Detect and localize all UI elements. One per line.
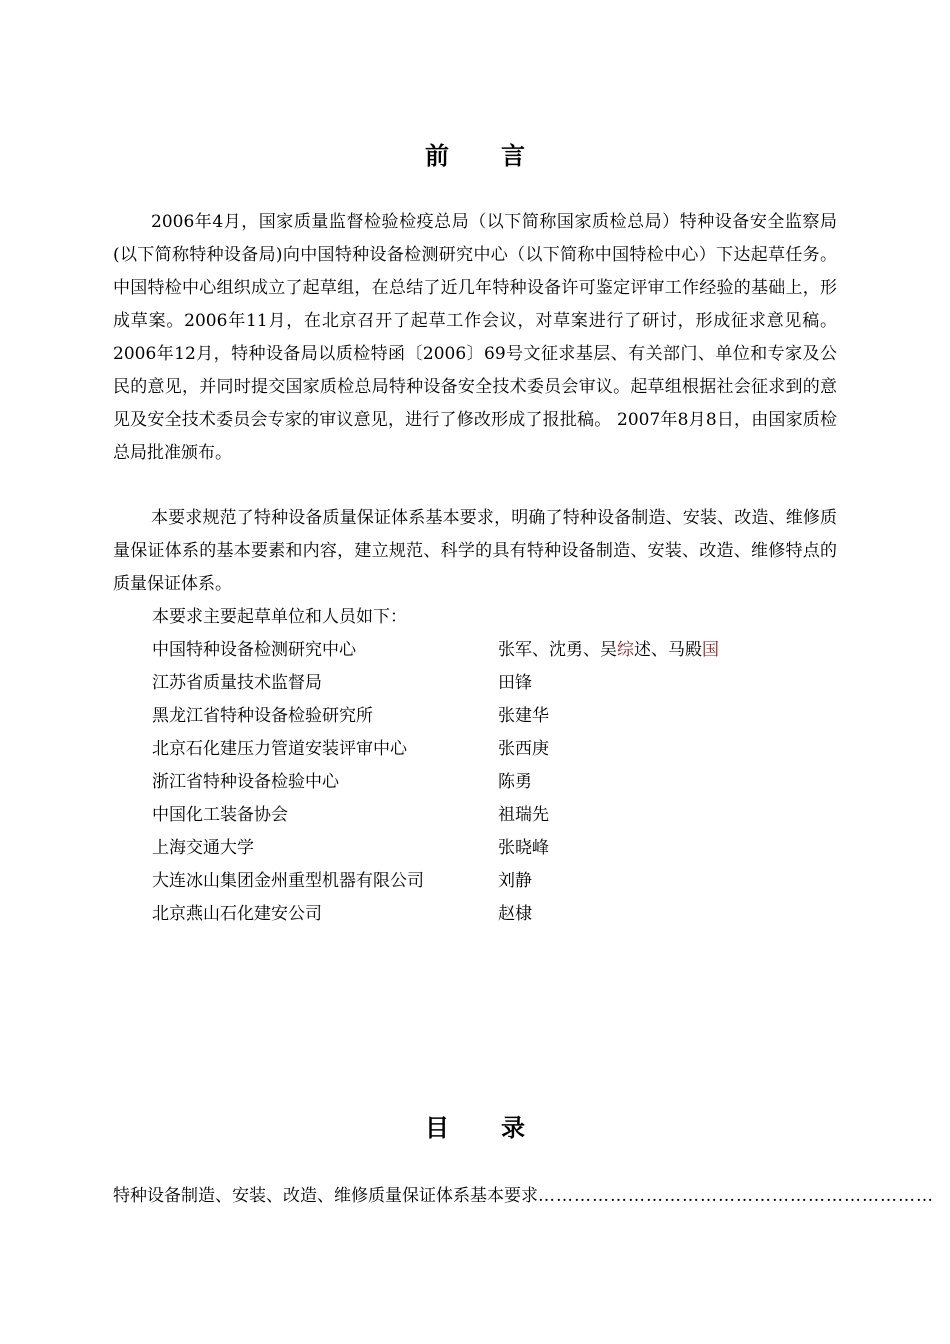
drafter-names: 刘静 — [498, 871, 532, 891]
drafter-row — [152, 865, 792, 898]
drafter-org: 上海交通大学 — [152, 838, 254, 858]
drafter-row — [152, 799, 792, 832]
drafter-org: 浙江省特种设备检验中心 — [152, 772, 339, 792]
toc-entry[interactable] — [113, 1180, 934, 1213]
drafter-org: 北京石化建压力管道安装评审中心 — [152, 739, 407, 759]
preface-paragraph-2: 本要求规范了特种设备质量保证体系基本要求，明确了特种设备制造、安装、改造、维修质量保证体系的基本要素和内容，建立规范、科学的具有特种设备制造、安装、改造、维修特点的质量保证体系。 — [113, 508, 837, 594]
toc-entry-label: 特种设备制造、安装、改造、维修质量保证体系基本要求 — [113, 1186, 538, 1206]
drafter-names: 张军、沈勇、吴综述、马殿国 — [498, 640, 719, 660]
drafter-names: 张晓峰 — [498, 838, 549, 858]
drafter-names: 陈勇 — [498, 772, 532, 792]
drafter-names: 赵棣 — [498, 904, 532, 924]
preface-title: 前言 — [425, 142, 577, 170]
drafter-names: 张西庚 — [498, 739, 549, 759]
drafter-org: 江苏省质量技术监督局 — [152, 673, 322, 693]
drafter-org: 大连冰山集团金州重型机器有限公司 — [152, 871, 424, 891]
drafter-names: 祖瑞先 — [498, 805, 549, 825]
drafters-list — [152, 634, 792, 931]
drafter-row — [152, 733, 792, 766]
drafter-org: 北京燕山石化建安公司 — [152, 904, 322, 924]
drafter-row — [152, 700, 792, 733]
drafter-org: 中国化工装备协会 — [152, 805, 288, 825]
drafter-row — [152, 766, 792, 799]
drafter-org: 中国特种设备检测研究中心 — [152, 640, 356, 660]
drafter-names: 张建华 — [498, 706, 549, 726]
drafter-names: 田锋 — [498, 673, 532, 693]
drafter-row — [152, 898, 792, 931]
drafters-intro: 本要求主要起草单位和人员如下： — [152, 607, 407, 627]
drafter-row — [152, 832, 792, 865]
preface-paragraph-1: 2006年4月，国家质量监督检验检疫总局（以下简称国家质检总局）特种设备安全监察局(以下简称特种设备局)向中国特种设备检测研究中心（以下简称中国特检中心）下达起草任务。中国特检中心组织成立了起草组，在总结了近几年特种设备许可鉴定评审工作经验的基础上，形成草案。2006年11月，在北京召开了起草工作会议，对草案进行了研讨，形成征求意见稿。2006年12月，特种设备局以质检特函〔2006〕69号文征求基层、有关部门、单位和专家及公民的意见，并同时提交国家质检总局特种设备安全技术委员会审议。起草组根据社会征求到的意见及安全技术委员会专家的审议意见，进行了修改形成了报批稿。 2007年8月8日，由国家质检总局批准颁布。 — [113, 212, 837, 463]
toc-leader: ………………………………………………………… — [538, 1186, 934, 1206]
drafter-org: 黑龙江省特种设备检验研究所 — [152, 706, 373, 726]
drafter-row — [152, 667, 792, 700]
contents-title: 目录 — [425, 1114, 577, 1142]
drafter-row — [152, 634, 792, 667]
